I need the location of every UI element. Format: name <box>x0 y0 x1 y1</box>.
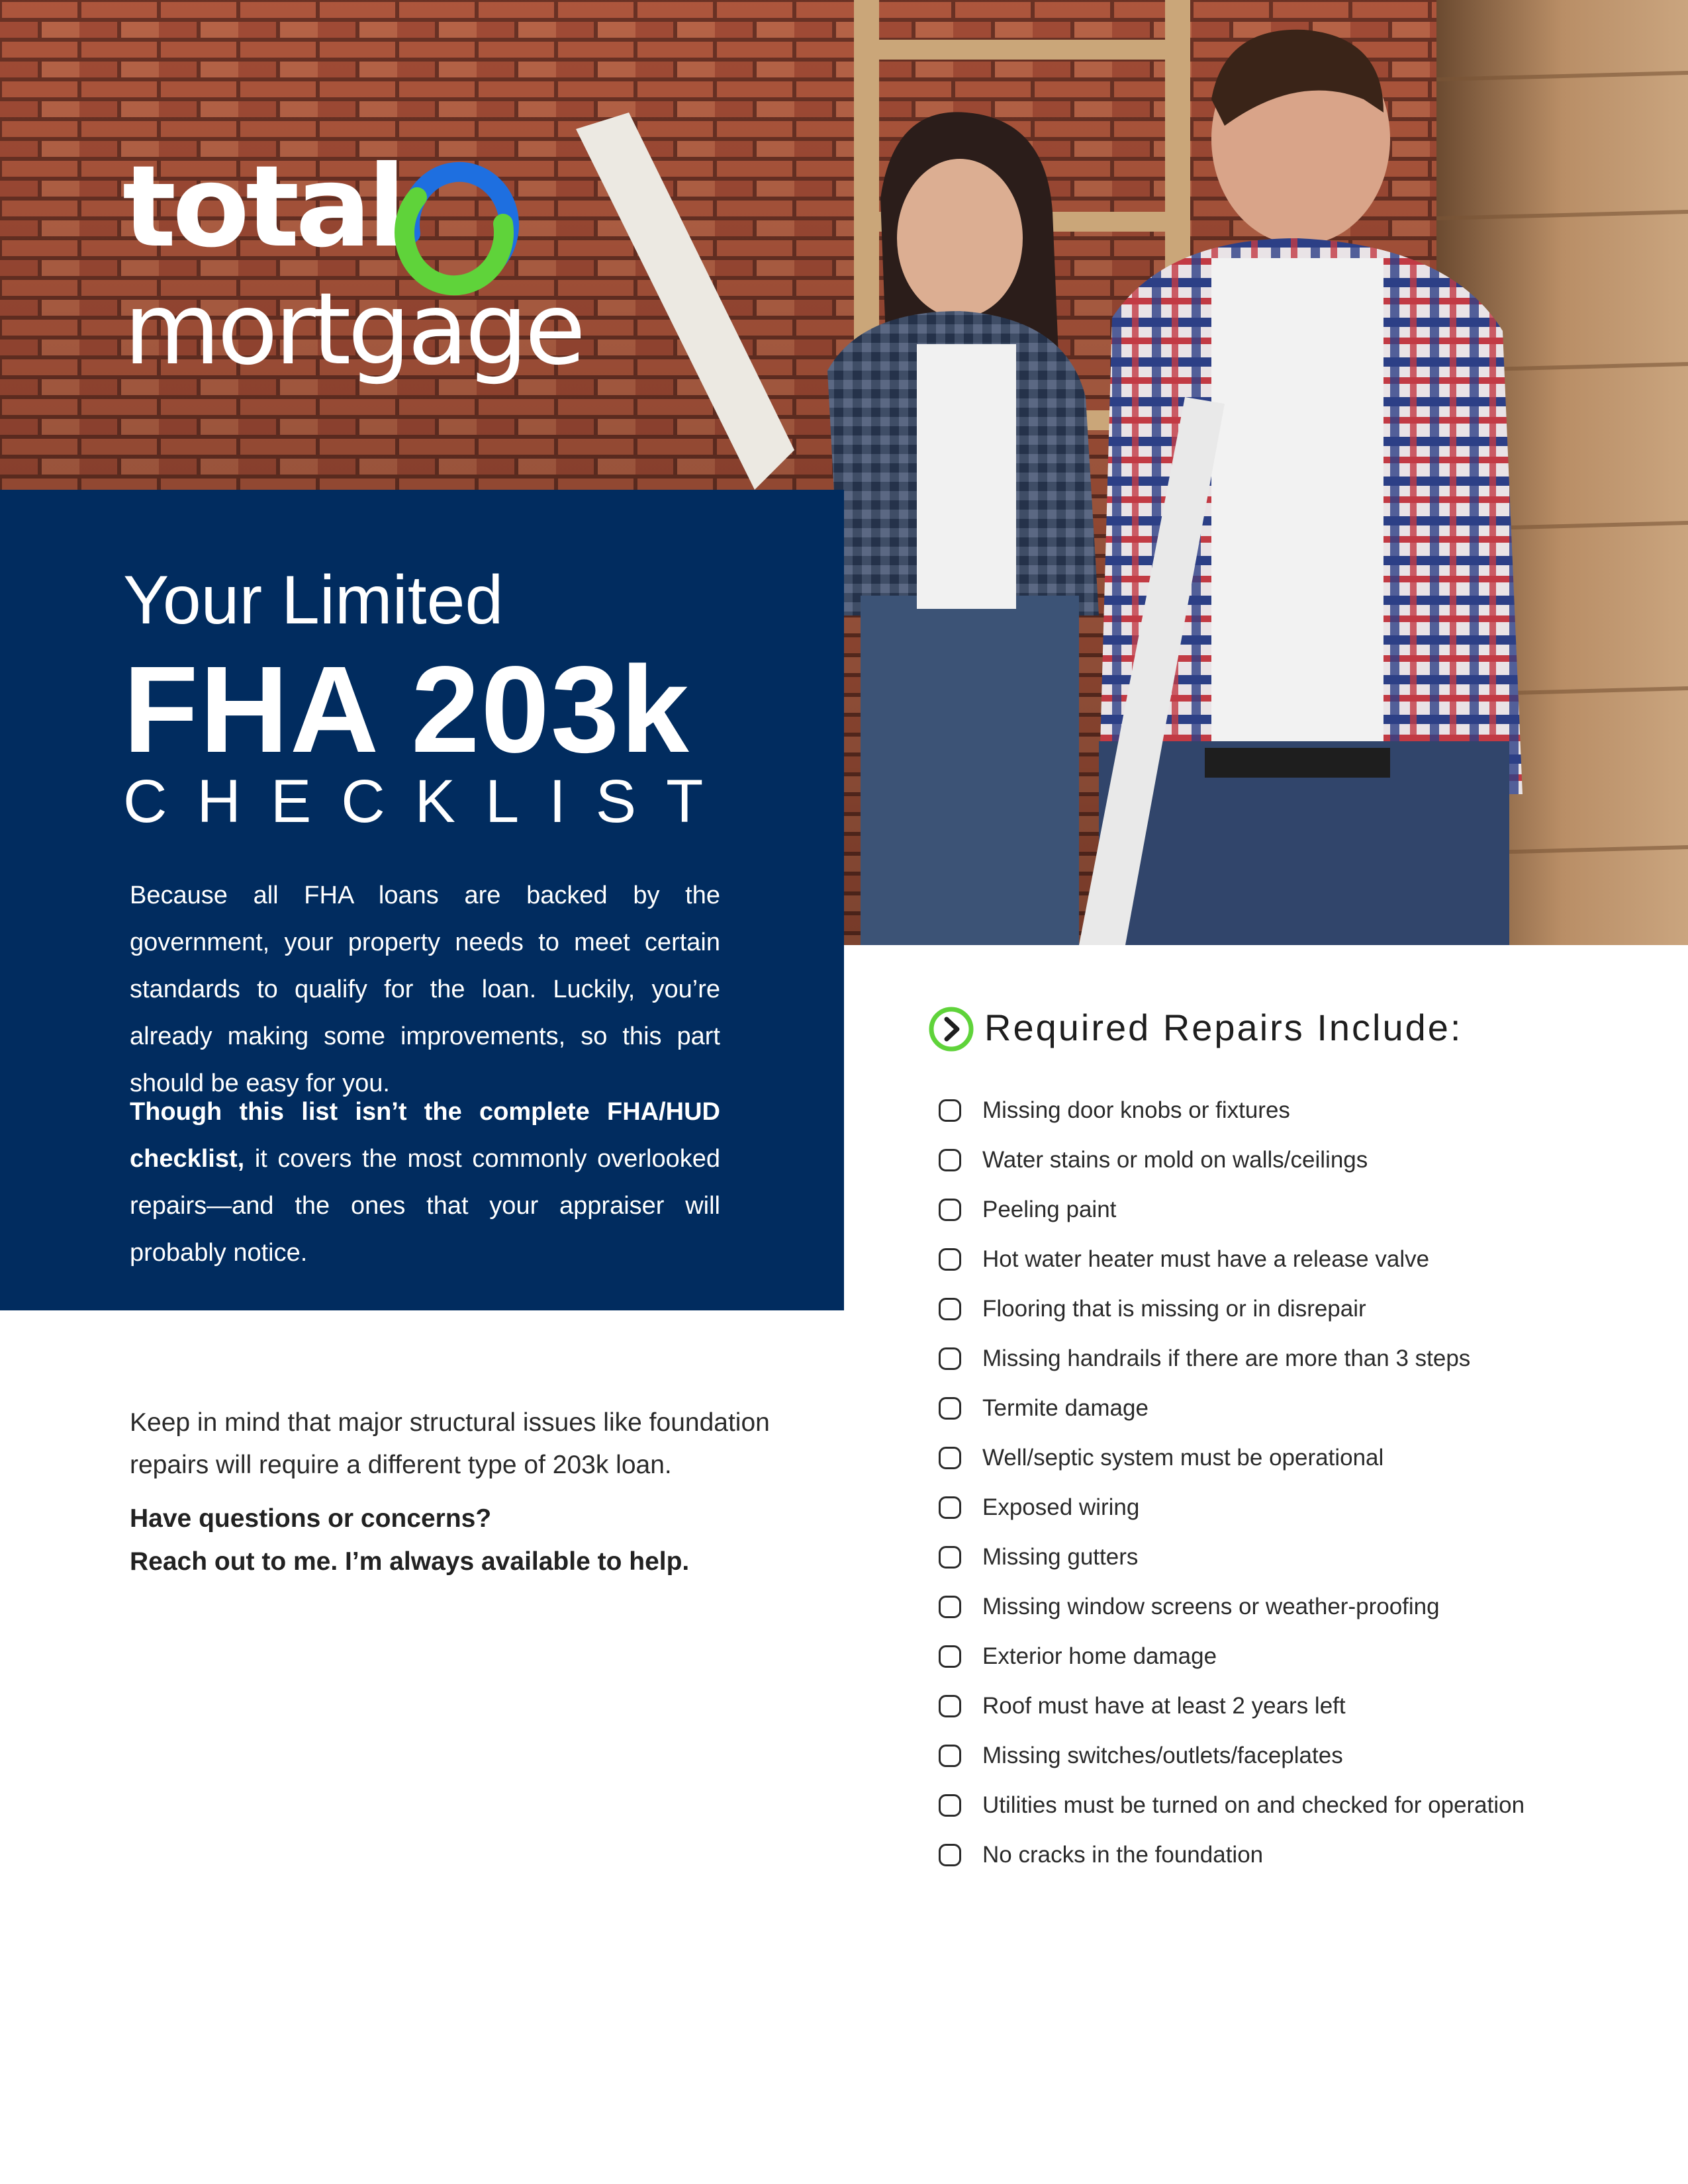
title-your-limited: Your Limited <box>123 562 504 639</box>
checklist-item <box>939 1234 1524 1284</box>
brand-logo <box>122 142 583 402</box>
checkbox[interactable] <box>939 1794 961 1817</box>
checkbox[interactable] <box>939 1596 961 1618</box>
checkbox[interactable] <box>939 1546 961 1569</box>
checklist-item-label: Roof must have at least 2 years left <box>982 1692 1346 1719</box>
checklist-item <box>939 1085 1524 1135</box>
checkbox[interactable] <box>939 1149 961 1171</box>
chevron-right-circle-icon <box>928 1006 974 1052</box>
checklist-item-label: Missing door knobs or fixtures <box>982 1097 1290 1123</box>
checkbox[interactable] <box>939 1447 961 1469</box>
checklist-item <box>939 1532 1524 1582</box>
checklist-item <box>939 1631 1524 1681</box>
checklist-item <box>939 1681 1524 1731</box>
checklist-item-label: Flooring that is missing or in disrepair <box>982 1295 1366 1322</box>
checklist-item <box>939 1830 1524 1880</box>
checklist-item-label: Missing switches/outlets/faceplates <box>982 1742 1343 1768</box>
checklist-item <box>939 1731 1524 1780</box>
checklist-item-label: Exterior home damage <box>982 1643 1217 1669</box>
checklist-item-label: Well/septic system must be operational <box>982 1444 1384 1471</box>
intro-rest-text: it covers the most commonly overlooked repairs—and the ones that your appraiser will probably notice. <box>130 1145 720 1267</box>
checklist-item <box>939 1582 1524 1631</box>
checkbox[interactable] <box>939 1298 961 1320</box>
checklist-item-label: Hot water heater must have a release valve <box>982 1246 1430 1272</box>
checklist-item-label: Peeling paint <box>982 1196 1117 1222</box>
checklist-item-label: Utilities must be turned on and checked for operation <box>982 1792 1525 1818</box>
checklist-item-label: Water stains or mold on walls/ceilings <box>982 1146 1368 1173</box>
intro-paragraph-2 <box>130 1089 720 1277</box>
checklist-item <box>939 1185 1524 1234</box>
checkbox[interactable] <box>939 1645 961 1668</box>
checkbox[interactable] <box>939 1695 961 1717</box>
checklist-title: Required Repairs Include: <box>984 1007 1463 1048</box>
title-fha-203k: FHA 203k <box>123 641 690 778</box>
checklist-item-label: Missing window screens or weather-proofing <box>982 1593 1440 1619</box>
checklist-item <box>939 1135 1524 1185</box>
checklist-item-label: Termite damage <box>982 1394 1149 1421</box>
intro-paragraph: Because all FHA loans are backed by the government, your property needs to meet certain standards to qualify for the loan. Luckily, you’re already making some improvements, so this part should be easy for you. <box>130 882 720 1097</box>
checklist-item-label: Exposed wiring <box>982 1494 1140 1520</box>
logo-text-mortgage: mortgage <box>124 272 583 387</box>
checkbox[interactable] <box>939 1745 961 1767</box>
checklist-item-label: Missing handrails if there are more than 3 steps <box>982 1345 1471 1371</box>
checklist-item <box>939 1433 1524 1482</box>
questions-heading: Have questions or concerns? <box>130 1504 492 1533</box>
checkbox[interactable] <box>939 1397 961 1420</box>
checkbox[interactable] <box>939 1248 961 1271</box>
checklist-item <box>939 1334 1524 1383</box>
checklist-item <box>939 1780 1524 1830</box>
logo-text-total: total <box>122 142 402 273</box>
checklist-item <box>939 1383 1524 1433</box>
logo-swirl-icon <box>384 161 530 296</box>
intro-bold-text: Though this list isn’t the complete FHA/HUD checklist, <box>130 1098 720 1173</box>
checkbox[interactable] <box>939 1496 961 1519</box>
checkbox[interactable] <box>939 1347 961 1370</box>
title-checklist: CHECKLIST <box>123 768 733 835</box>
contact-prompt: Reach out to me. I’m always available to help. <box>130 1547 690 1576</box>
checklist-item-label: Missing gutters <box>982 1543 1139 1570</box>
checkbox[interactable] <box>939 1199 961 1221</box>
checklist-item <box>939 1284 1524 1334</box>
checkbox[interactable] <box>939 1099 961 1122</box>
checklist-item <box>939 1482 1524 1532</box>
checkbox[interactable] <box>939 1844 961 1866</box>
repairs-checklist <box>939 1085 1524 1880</box>
structural-note: Keep in mind that major structural issues like foundation repairs will require a different type of 203k loan. <box>130 1408 770 1479</box>
checklist-item-label: No cracks in the foundation <box>982 1841 1264 1868</box>
